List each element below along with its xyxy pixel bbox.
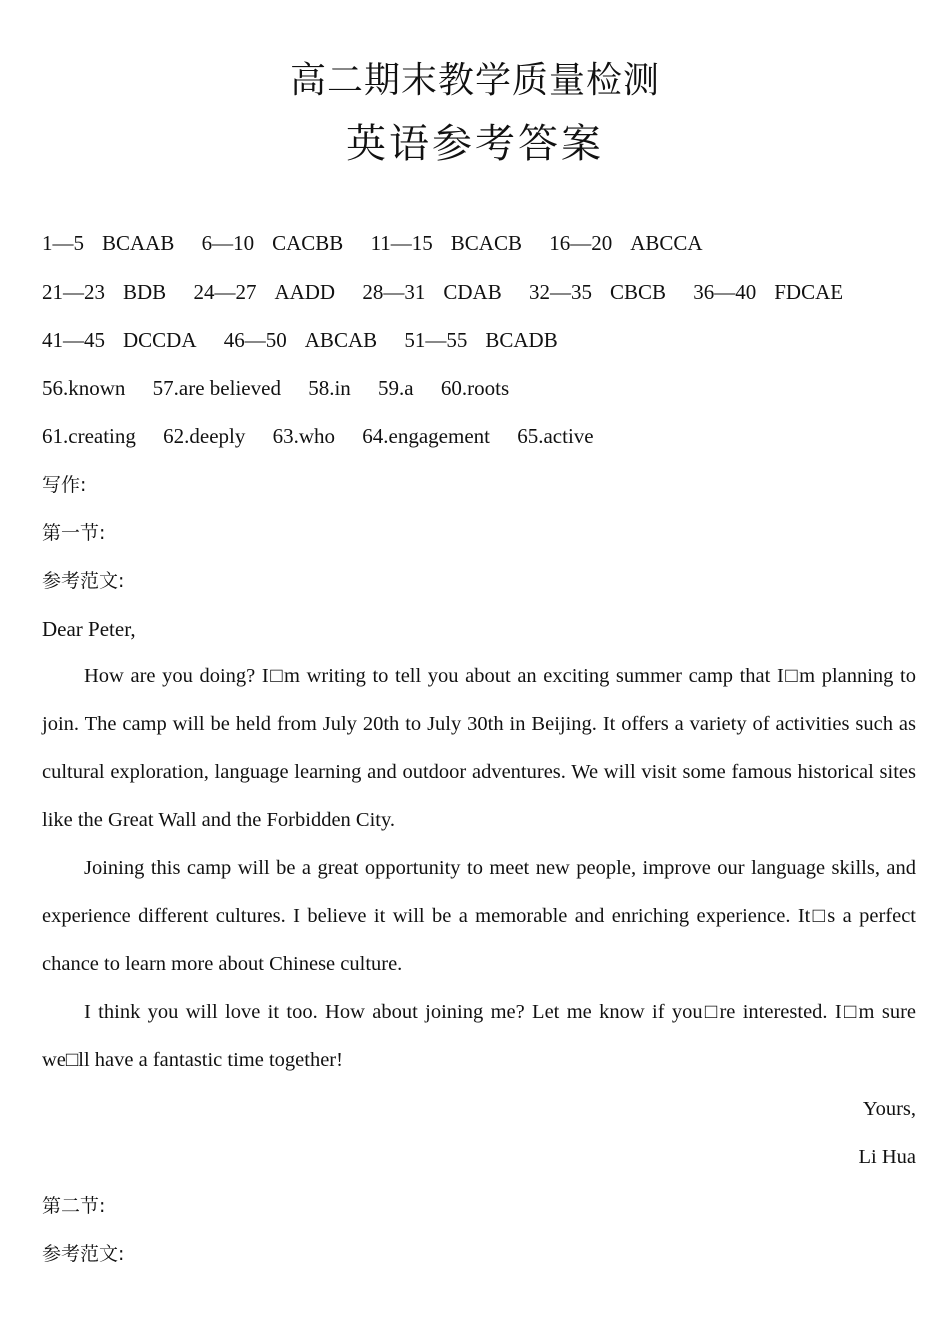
answer-keys: BCACB [450,231,522,255]
answer-range: 36—40 [693,280,757,304]
fill-blank-answer: 56.known [42,376,126,400]
fill-blank-answer: 59.a [378,376,414,400]
answer-keys: ABCAB [304,328,378,352]
answer-row-3 [42,327,580,353]
answer-keys: BCAAB [102,231,175,255]
fill-blank-row-1 [42,375,531,401]
answer-keys: CBCB [609,280,666,304]
answer-range: 21—23 [42,280,105,304]
answer-range: 11—15 [370,231,433,255]
page-title: 高二期末教学质量检测 [289,60,660,101]
fill-blank-answer: 63.who [272,424,336,448]
page-subtitle: 英语参考答案 [346,121,604,167]
fill-blank-answer: 61.creating [42,424,136,448]
fill-blank-answer: 60.roots [440,376,510,400]
fill-blank-answer: 57.are believed [152,376,281,400]
answer-row-2 [42,279,865,305]
answer-keys: CDAB [443,280,502,304]
answer-range: 32—35 [528,280,592,304]
answer-range: 16—20 [549,231,613,255]
answer-range: 46—50 [223,328,287,352]
letter-signature: Li Hua [858,1146,916,1168]
letter-closing: Yours, [862,1098,916,1120]
fill-blank-answer: 65.active [517,424,594,448]
section-2-heading: 第二节: [42,1195,106,1217]
sample-essay-label-2: 参考范文: [42,1243,125,1265]
answer-range: 6—10 [201,231,255,255]
answer-row-1 [42,230,725,256]
answer-keys: CACBB [272,231,344,255]
answer-range: 41—45 [42,328,105,352]
fill-blank-answer: 58.in [308,376,351,400]
answer-keys: DCCDA [123,328,197,352]
writing-heading: 写作: [42,474,87,496]
answer-keys: AADD [274,280,336,304]
fill-blank-answer: 62.deeply [163,424,246,448]
answer-range: 1—5 [42,231,84,255]
answer-keys: BCADB [485,328,558,352]
sample-essay-label: 参考范文: [42,570,125,592]
answer-range: 24—27 [193,280,257,304]
letter-paragraph-1: How are you doing? I□m writing to tell you about an exciting summer camp that I□m planning to join. The camp will be held from July 20th to July 30th in Beijing. It offers a variety of activities such as cultural exploration, language learning and outdoor adventures. We will visit some famous historical sites like the Great Wall and the Forbidden City. [42,665,916,831]
answer-keys: ABCCA [630,231,703,255]
fill-blank-answer: 64.engagement [362,424,490,448]
answer-range: 28—31 [362,280,426,304]
section-1-heading: 第一节: [42,522,106,544]
answer-keys: BDB [123,280,167,304]
answer-keys: FDCAE [774,280,844,304]
letter-paragraph-3: I think you will love it too. How about joining me? Let me know if you□re interested. I□m sure we□ll have a fantastic time together! [42,1001,916,1071]
answer-range: 51—55 [404,328,468,352]
fill-blank-row-2 [42,423,616,449]
letter-paragraph-2: Joining this camp will be a great opportunity to meet new people, improve our language skills, and experience different cultures. I believe it will be a memorable and enriching experience. It□s a perfect chance to learn more about Chinese culture. [42,857,916,975]
letter-salutation: Dear Peter, [42,617,136,641]
